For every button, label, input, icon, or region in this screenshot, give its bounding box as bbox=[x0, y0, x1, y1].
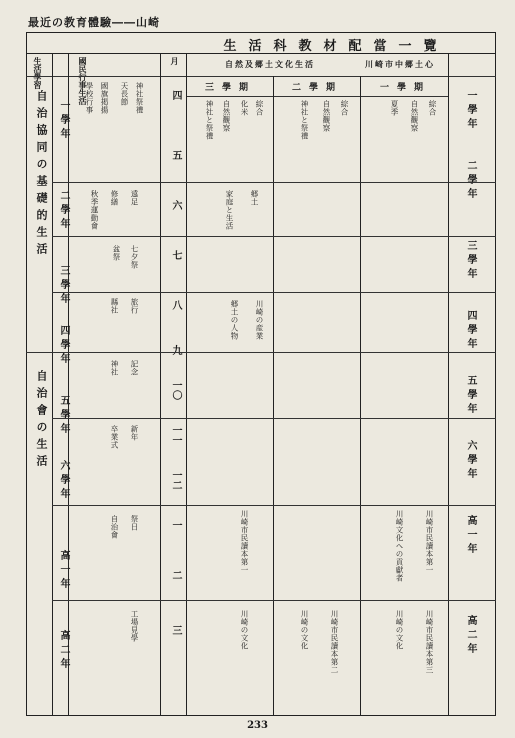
cell-text: 國旗掲揚 bbox=[100, 82, 109, 114]
month-4: 四 bbox=[170, 90, 181, 100]
row-line bbox=[52, 352, 496, 353]
cell-text: 家庭と生活 bbox=[225, 190, 234, 230]
grade-left-1: 一學年 bbox=[58, 100, 69, 142]
month-10: 一〇 bbox=[170, 380, 181, 400]
cell-text: 天長節 bbox=[120, 82, 129, 106]
cell-text: 夏季 bbox=[390, 100, 399, 116]
col-head-life: 生活學習 bbox=[33, 57, 43, 89]
table-title: 生活科教材配當一覽 bbox=[223, 39, 449, 54]
row-line bbox=[52, 292, 496, 293]
cell-text: 自然觀察 bbox=[322, 100, 331, 132]
month-7: 七 bbox=[170, 250, 181, 260]
col-line bbox=[273, 76, 274, 716]
col-line bbox=[160, 54, 161, 716]
cell-text: 川崎市民讀本第一 bbox=[240, 510, 249, 574]
cell-text: 神社 bbox=[110, 360, 119, 376]
area-label-bottom: 自治會の生活 bbox=[35, 370, 48, 472]
cell-text: 郷土 bbox=[250, 190, 259, 206]
col-line bbox=[360, 76, 361, 716]
cell-text: 川崎の文化 bbox=[395, 610, 404, 650]
cell-text: 川崎の文化 bbox=[300, 610, 309, 650]
cell-text: 旅行 bbox=[130, 298, 139, 314]
cell-text: 祭日 bbox=[130, 515, 139, 531]
grade-left-6: 六學年 bbox=[58, 460, 69, 502]
page-number: 233 bbox=[247, 720, 268, 731]
col-line bbox=[448, 54, 449, 716]
term-3: 三學期 bbox=[205, 83, 257, 93]
term-1: 一學期 bbox=[380, 83, 432, 93]
cell-text: 川崎文化への貢獻者 bbox=[395, 510, 404, 582]
cell-text: 卒業式 bbox=[110, 425, 119, 449]
term-rule bbox=[186, 96, 448, 97]
grade-right-2: 二學年 bbox=[465, 160, 476, 202]
month-11: 一一 bbox=[170, 425, 181, 445]
cell-text: 新年 bbox=[130, 425, 139, 441]
grade-left-4: 四學年 bbox=[58, 325, 69, 367]
cell-text: 七夕祭 bbox=[130, 245, 139, 269]
month-6: 六 bbox=[170, 200, 181, 210]
grade-right-8: 高二年 bbox=[465, 615, 476, 657]
cell-text: 盆祭 bbox=[112, 245, 121, 261]
month-5: 五 bbox=[170, 150, 181, 160]
month-1: 一 bbox=[170, 520, 181, 530]
cell-text: 川崎市民讀本第一 bbox=[425, 510, 434, 574]
col-head-school: 川崎市中郷土心 bbox=[365, 59, 435, 69]
running-head: 最近の教育體驗――山崎 bbox=[28, 16, 160, 29]
grade-left-5: 五學年 bbox=[58, 395, 69, 437]
row-line bbox=[52, 236, 496, 237]
month-2: 二 bbox=[170, 570, 181, 580]
grade-right-7: 高一年 bbox=[465, 515, 476, 557]
cell-text: 學校行事 bbox=[85, 82, 94, 114]
cell-text: 郷土の人物 bbox=[230, 300, 239, 340]
cell-text: 川崎の文化 bbox=[240, 610, 249, 650]
col-line bbox=[68, 54, 69, 716]
cell-text: 神社と祭禮 bbox=[205, 100, 214, 140]
cell-text: 記念 bbox=[130, 360, 139, 376]
cell-text: 化米 bbox=[240, 100, 249, 116]
cell-text: 神社と祭禮 bbox=[300, 100, 309, 140]
term-2: 二學期 bbox=[292, 83, 344, 93]
grade-right-5: 五學年 bbox=[465, 375, 476, 417]
cell-text: 綜合 bbox=[428, 100, 437, 116]
cell-text: 縣社 bbox=[110, 298, 119, 314]
area-label-top: 自治協同の基礎的生活 bbox=[35, 90, 48, 260]
cell-text: 川崎の産業 bbox=[255, 300, 264, 340]
grade-right-1: 一學年 bbox=[465, 90, 476, 132]
cell-text: 神社祭禮 bbox=[135, 82, 144, 114]
grade-left-2: 二學年 bbox=[58, 190, 69, 232]
cell-text: 工場見學 bbox=[130, 610, 139, 642]
cell-text: 遠足 bbox=[130, 190, 139, 206]
month-3: 三 bbox=[170, 625, 181, 635]
col-head-home: 自然及郷土文化生活 bbox=[225, 59, 315, 69]
grade-left-7: 高一年 bbox=[58, 550, 69, 592]
grade-right-6: 六學年 bbox=[465, 440, 476, 482]
cell-text: 自然觀察 bbox=[410, 100, 419, 132]
grade-left-3: 三學年 bbox=[58, 265, 69, 307]
row-line bbox=[52, 505, 496, 506]
cell-text: 修繕 bbox=[110, 190, 119, 206]
area-divider bbox=[26, 352, 52, 353]
col-head-national: 國民行事生活 bbox=[78, 57, 88, 105]
col-head-month: 月 bbox=[170, 57, 180, 65]
row-line bbox=[52, 182, 496, 183]
header-rule bbox=[26, 76, 496, 77]
col-line bbox=[52, 54, 53, 716]
cell-text: 川崎市民讀本第二 bbox=[330, 610, 339, 674]
cell-text: 秋季運動會 bbox=[90, 190, 99, 230]
grade-left-8: 高二年 bbox=[58, 630, 69, 672]
row-line bbox=[52, 418, 496, 419]
row-line bbox=[52, 600, 496, 601]
month-9: 九 bbox=[170, 345, 181, 355]
cell-text: 綜合 bbox=[255, 100, 264, 116]
grade-right-3: 三學年 bbox=[465, 240, 476, 282]
cell-text: 川崎市民讀本第三 bbox=[425, 610, 434, 674]
month-12: 一二 bbox=[170, 470, 181, 490]
col-line bbox=[186, 54, 187, 716]
month-8: 八 bbox=[170, 300, 181, 310]
title-row bbox=[26, 32, 496, 54]
cell-text: 綜合 bbox=[340, 100, 349, 116]
cell-text: 自然觀察 bbox=[222, 100, 231, 132]
grade-right-4: 四學年 bbox=[465, 310, 476, 352]
cell-text: 自治會 bbox=[110, 515, 119, 539]
